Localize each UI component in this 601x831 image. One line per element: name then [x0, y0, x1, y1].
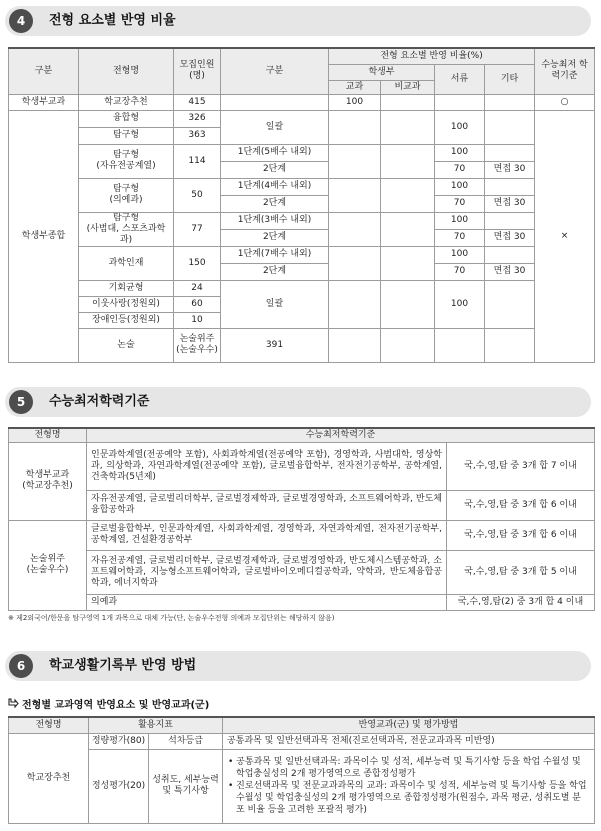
bullet-item: • 공통과목 및 일반선택과목: 과목이수 및 성적, 세부능력 및 특기사항 등을 학업 수월성 및 학업충실성의 2개 평가영역으로 종합정성평가 [228, 757, 581, 779]
head-gubun2: 구분 [221, 48, 329, 94]
cell-name: 이웃사랑(정원외) [79, 296, 174, 312]
cell-method: 일괄 [221, 280, 329, 328]
cell-stage: 2단계 [221, 195, 329, 212]
cell-min: × [535, 110, 595, 362]
cell-std: 국,수,영,탐(2) 중 3개 합 4 이내 [447, 594, 595, 610]
section-title: 학교생활기록부 반영 방법 [49, 658, 197, 673]
cell-stage: 1단계(4배수 내외) [221, 178, 329, 195]
cell-count: 77 [174, 212, 221, 246]
head-haksaeng: 학생부 [329, 64, 435, 80]
cell-cat: 논술 [79, 328, 174, 362]
cell-seoryu: 70 [435, 263, 485, 280]
head-subj: 반영교과(군) 및 평가방법 [223, 717, 595, 733]
subsection-title: 전형별 교과영역 반영요소 및 반영교과(군) [8, 696, 209, 711]
cell-count: 326 [174, 110, 221, 127]
cell-cat: 학생부종합 [9, 110, 79, 362]
head-name: 전형명 [9, 428, 87, 442]
cell-stage: 1단계(5배수 내외) [221, 144, 329, 161]
head-ratio: 전형 요소별 반영 비율(%) [329, 48, 535, 64]
arrow-icon [8, 698, 19, 711]
section-title: 수능최저학력기준 [49, 394, 150, 409]
cell-name: 탐구형 (의예과) [79, 178, 174, 212]
cell-gita: 면접 30 [485, 229, 535, 246]
cell-desc: 자유전공계열, 글로벌리더학부, 글로벌경제학과, 글로벌경영학과, 반도체시스템공학과, 소프트웨어학과, 지능형소프트웨어학과, 글로벌바이오메디컬공학과, 약학과, 반도체융합공학과, 에너지학과 [87, 550, 447, 594]
cell-count: 50 [174, 178, 221, 212]
cell-stage: 2단계 [221, 161, 329, 178]
cell-name: 융합형 [79, 110, 174, 127]
cell-gita: 면접 30 [485, 263, 535, 280]
cell-name: 학교장추천 [79, 94, 174, 110]
cell-seoryu: 100 [435, 246, 485, 263]
minimum-standard-table [8, 427, 595, 611]
cell-desc: 의예과 [87, 594, 447, 610]
cell-seoryu: 70 [435, 161, 485, 178]
cell-index: 성취도, 세부능력 및 특기사항 [149, 749, 223, 823]
bullet-item: • 진로선택과목 및 전문교과과목의 교과: 과목이수 및 성적, 세부능력 및 특기사항 등을 학업수월성 및 학업충실성의 2개 평가영역으로 종합정성평가(원점수, 과목 평균, 성취도별 분포 비율 등을 고려한 포괄적 평가) [228, 781, 587, 815]
cell-stage: 2단계 [221, 229, 329, 246]
cell-cat: 학생부교과 (학교장추천) [9, 442, 87, 520]
cell-count: 60 [174, 296, 221, 312]
section-title: 전형 요소별 반영 비율 [49, 13, 176, 28]
cell-name: 학교장추천 [9, 733, 89, 823]
cell-count: 10 [174, 312, 221, 328]
cell-seoryu: 100 [435, 110, 485, 144]
section-4-header [5, 6, 591, 36]
head-seoryu: 서류 [435, 64, 485, 94]
cell-desc: 글로벌융합학부, 인문과학계열, 사회과학계열, 경영학과, 자연과학계열, 전자전기공학부, 공학계열, 건설환경공학부 [87, 520, 447, 550]
cell-count: 24 [174, 280, 221, 296]
cell-gita: 면접 30 [485, 161, 535, 178]
head-name: 전형명 [9, 717, 89, 733]
cell-name: 탐구형 [79, 127, 174, 144]
head-gyogwa: 교과 [329, 80, 381, 94]
cell-count: 391 [221, 328, 329, 362]
cell-gyogwa: 100 [329, 94, 381, 110]
cell-name: 탐구형 (사범대, 스포츠과학과) [79, 212, 174, 246]
cell-gita: 면접 30 [485, 195, 535, 212]
cell-min: ○ [535, 94, 595, 110]
head-gubun: 구분 [9, 48, 79, 94]
head-mojip: 모집인원 (명) [174, 48, 221, 94]
cell-count: 415 [174, 94, 221, 110]
cell-seoryu: 100 [435, 178, 485, 195]
cell-seoryu: 100 [435, 280, 485, 328]
cell-name: 논술위주(논술우수) [174, 328, 221, 362]
cell-std: 국,수,영,탐 중 3개 합 7 이내 [447, 442, 595, 490]
section-6-header [5, 651, 591, 681]
cell-name: 기회균형 [79, 280, 174, 296]
head-bigyogwa: 비교과 [381, 80, 435, 94]
cell-std: 국,수,영,탐 중 3개 합 6 이내 [447, 490, 595, 520]
cell-seoryu: 100 [435, 212, 485, 229]
cell-seoryu: 100 [435, 144, 485, 161]
cell-subj [223, 749, 595, 823]
head-std: 수능최저학력기준 [87, 428, 595, 442]
cell-stage: 1단계(3배수 내외) [221, 212, 329, 229]
cell-name: 탐구형 (자유전공계열) [79, 144, 174, 178]
cell-desc: 자유전공계열, 글로벌리더학부, 글로벌경제학과, 글로벌경영학과, 소프트웨어학과, 반도체융합공학과 [87, 490, 447, 520]
head-jeonhyeong: 전형명 [79, 48, 174, 94]
cell-index: 석차등급 [149, 733, 223, 749]
head-tool: 활용지표 [89, 717, 223, 733]
section-5-header [5, 387, 591, 417]
cell-cat: 학생부교과 [9, 94, 79, 110]
section-number: 4 [9, 9, 33, 33]
ratio-table [8, 47, 595, 363]
cell-cat: 논술위주 (논술우수) [9, 520, 87, 610]
cell-stage: 2단계 [221, 263, 329, 280]
head-gita: 기타 [485, 64, 535, 94]
cell-count: 114 [174, 144, 221, 178]
cell-count: 150 [174, 246, 221, 280]
section-number: 6 [9, 654, 33, 678]
cell-std: 국,수,영,탐 중 3개 합 5 이내 [447, 550, 595, 594]
cell-desc: 인문과학계열(전공예약 포함), 사회과학계열(전공예약 포함), 경영학과, 사범대학, 영상학과, 의상학과, 자연과학계열(전공예약 포함), 글로벌융합학부, 전자전기공학부, 공학계열, 건축학과(5년제) [87, 442, 447, 490]
cell-subj: 공통과목 및 일반선택과목 전체(진로선택과목, 전문교과과목 미반영) [223, 733, 595, 749]
cell-name: 과학인재 [79, 246, 174, 280]
cell-seoryu: 70 [435, 195, 485, 212]
cell-type: 정량평가(80) [89, 733, 149, 749]
cell-stage: 1단계(7배수 내외) [221, 246, 329, 263]
head-suneung: 수능최저 학력기준 [535, 48, 595, 94]
cell-count: 363 [174, 127, 221, 144]
school-record-table [8, 716, 595, 824]
footnote: ※ 제2외국어/한문을 탐구영역 1개 과목으로 대체 가능(단, 논술우수전형 의예과 모집단위는 해당하지 않음) [8, 614, 335, 622]
section-number: 5 [9, 390, 33, 414]
cell-type: 정성평가(20) [89, 749, 149, 823]
cell-method: 일괄 [221, 110, 329, 144]
cell-name: 장애인등(정원외) [79, 312, 174, 328]
cell-std: 국,수,영,탐 중 3개 합 6 이내 [447, 520, 595, 550]
cell-seoryu: 70 [435, 229, 485, 246]
